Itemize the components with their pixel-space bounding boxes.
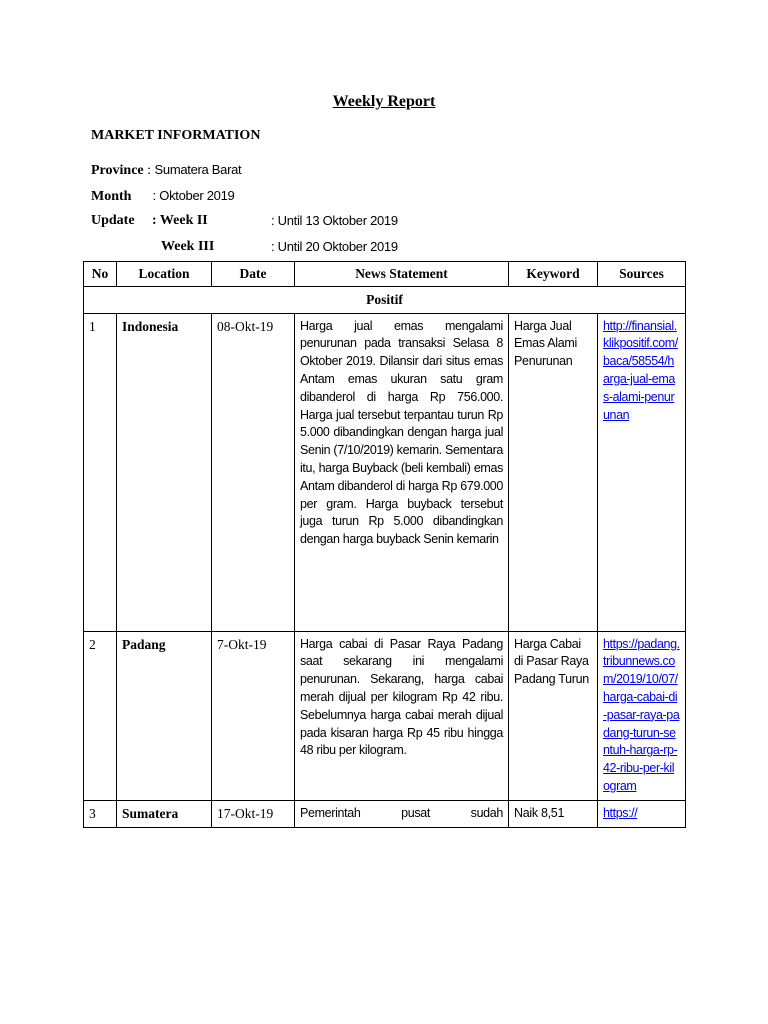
- row-location: Padang: [117, 631, 212, 800]
- week-3-label: Week III: [161, 239, 215, 254]
- month-separator: :: [152, 188, 156, 203]
- market-information-heading: MARKET INFORMATION: [91, 128, 261, 143]
- province-value: Sumatera Barat: [154, 162, 242, 177]
- row-date: 17-Okt-19: [212, 800, 295, 827]
- market-news-table: [83, 261, 686, 828]
- row-no: 3: [84, 800, 117, 827]
- month-row: [91, 188, 234, 205]
- row-source-link[interactable]: http://finansial.klikpositif.com/baca/58554/harga-jual-emas-alami-penurunan: [603, 318, 678, 422]
- row-date: 08-Okt-19: [212, 313, 295, 631]
- row-news-statement: Pemerintah pusat sudah: [295, 800, 509, 827]
- row-source-link[interactable]: https://padang.tribunnews.com/2019/10/07/harga-cabai-di-pasar-raya-padang-turun-sentuh-harga-rp-42-ribu-per-kilogram: [603, 636, 680, 793]
- province-label: Province: [91, 163, 144, 178]
- row-news-statement: Harga cabai di Pasar Raya Padang saat sekarang ini mengalami penurunan. Sekarang, harga cabai merah dijual per kilogram Rp 42 ribu. Sebelumnya harga cabai merah dijual pada kisaran harga Rp 45 ribu hingga 48 ribu per kilogram.: [295, 631, 509, 800]
- header-sources: Sources: [598, 262, 686, 287]
- row-no: 1: [84, 313, 117, 631]
- table-row: [84, 631, 686, 800]
- section-row: [84, 286, 686, 313]
- province-row: [91, 162, 241, 179]
- row-keyword: Harga Cabai di Pasar Raya Padang Turun: [509, 631, 598, 800]
- header-location: Location: [117, 262, 212, 287]
- row-source-link[interactable]: https://: [603, 805, 638, 820]
- header-no: No: [84, 262, 117, 287]
- update-label: Update: [91, 213, 135, 228]
- header-keyword: Keyword: [509, 262, 598, 287]
- page-bottom-margin: [0, 930, 768, 1024]
- province-separator: :: [147, 163, 152, 178]
- week-3-until: : Until 20 Oktober 2019: [271, 239, 398, 254]
- row-news-statement: Harga jual emas mengalami penurunan pada transaksi Selasa 8 Oktober 2019. Dilansir dari situs emas Antam emas ukuran satu gram dibanderol di harga Rp 756.000. Harga jual tersebut terpantau turun Rp 5.000 dibandingkan dengan harga jual Senin (7/10/2019) kemarin. Sementara itu, harga Buyback (beli kembali) emas Antam dibanderol di harga Rp 679.000 per gram. Harga buyback tersebut juga turun Rp 5.000 dibandingkan dengan harga buyback Senin kemarin: [295, 313, 509, 631]
- header-news-statement: News Statement: [295, 262, 509, 287]
- row-date: 7-Okt-19: [212, 631, 295, 800]
- month-value: Oktober 2019: [159, 188, 235, 203]
- header-date: Date: [212, 262, 295, 287]
- row-location: Sumatera: [117, 800, 212, 827]
- table-row: [84, 800, 686, 827]
- month-label: Month: [91, 189, 132, 204]
- update-row-1: [91, 213, 398, 229]
- row-no: 2: [84, 631, 117, 800]
- table-row: [84, 313, 686, 631]
- week-2-until: : Until 13 Oktober 2019: [271, 213, 398, 228]
- week-2-label: : Week II: [152, 213, 208, 228]
- report-title: Weekly Report: [332, 93, 436, 110]
- row-location: Indonesia: [117, 313, 212, 631]
- row-keyword: Harga Jual Emas Alami Penurunan: [509, 313, 598, 631]
- section-positif: Positif: [84, 286, 686, 313]
- row-keyword: Naik 8,51: [509, 800, 598, 827]
- table-header-row: [84, 262, 686, 287]
